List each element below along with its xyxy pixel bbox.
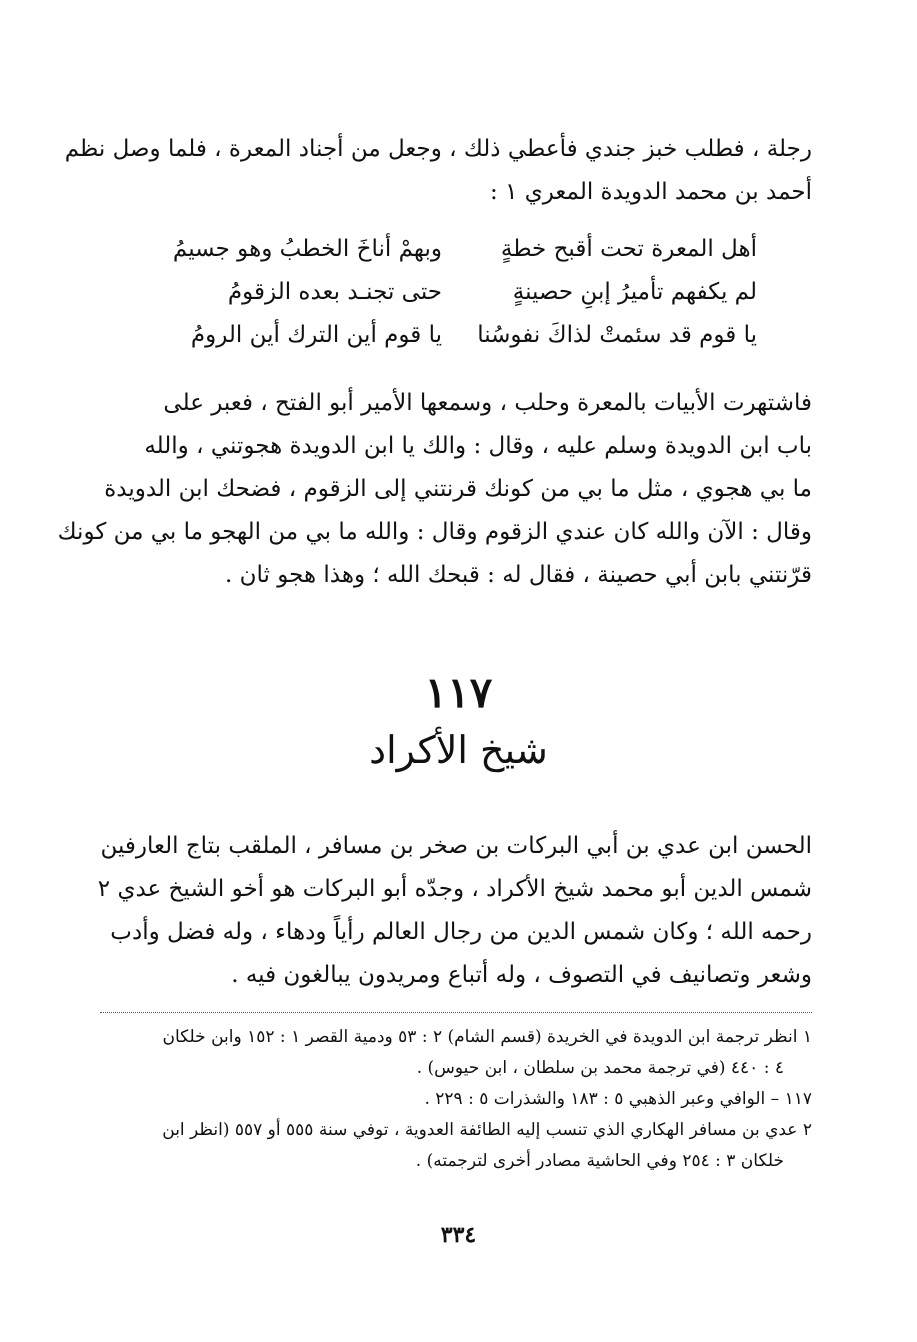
footnote-line: خلكان ٣ : ٢٥٤ وفي الحاشية مصادر أخرى لترجمته) . [415,1151,784,1171]
verse-first-hemistich: لم يكفهم تأميرُ إبنِ حصينةٍ [512,279,757,305]
biography-paragraph [97,825,812,997]
body-paragraph [57,382,812,597]
verse-first-hemistich: يا قوم قد سئمتْ لذاكَ نفوسُنا [477,322,757,348]
intro-paragraph [64,128,812,214]
text-line: ما بي هجوي ، مثل ما بي من كونك قرنتني إلى الزقوم ، فضحك ابن الدويدة [104,476,812,502]
text-line: فاشتهرت الأبيات بالمعرة وحلب ، وسمعها الأمير أبو الفتح ، فعبر على [163,390,812,416]
page-number: ٣٣٤ [440,1222,477,1248]
text-line: رجلة ، فطلب خبز جندي فأعطي ذلك ، وجعل من أجناد المعرة ، فلما وصل نظم [64,136,812,162]
text-line: أحمد بن محمد الدويدة المعري ١ : [490,179,812,205]
verse-second-hemistich: يا قوم أين الترك أين الرومُ [190,322,442,348]
chapter-number: ١١٧ [424,668,493,717]
footnote-line: ١١٧ – الوافي وعبر الذهبي ٥ : ١٨٣ والشذرات ٥ : ٢٢٩ . [424,1089,812,1109]
poem-verse [157,314,757,357]
text-line: شمس الدين أبو محمد شيخ الأكراد ، وجدّه أبو البركات هو أخو الشيخ عدي ٢ [97,876,812,902]
footnotes [100,1022,812,1177]
verse-first-hemistich: أهل المعرة تحت أقبح خطةٍ [500,236,757,262]
footnote-line: ١ انظر ترجمة ابن الدويدة في الخريدة (قسم الشام) ٢ : ٥٣ ودمية القصر ١ : ١٥٢ وابن خلكان [162,1027,812,1047]
text-line: رحمه الله ؛ وكان شمس الدين من رجال العالم رأياً ودهاء ، وله فضل وأدب [110,919,812,945]
verse-second-hemistich: وبهمْ أناخَ الخطبُ وهو جسيمُ [172,236,442,262]
chapter-title: شيخ الأكراد [369,728,548,772]
verse-second-hemistich: حتى تجنـد بعده الزقومُ [227,279,442,305]
poem-verse [157,228,757,271]
text-line: وقال : الآن والله كان عندي الزقوم وقال : والله ما بي من الهجو ما بي من كونك [57,519,812,545]
text-line: الحسن ابن عدي بن أبي البركات بن صخر بن مسافر ، الملقب بتاج العارفين [100,833,812,859]
text-line: وشعر وتصانيف في التصوف ، وله أتباع ومريدون يبالغون فيه . [231,962,812,988]
footnote-line: ٢ عدي بن مسافر الهكاري الذي تنسب إليه الطائفة العدوية ، توفي سنة ٥٥٥ أو ٥٥٧ (انظر ابن [162,1120,812,1140]
text-line: باب ابن الدويدة وسلم عليه ، وقال : والك يا ابن الدويدة هجوتني ، والله [144,433,812,459]
footnote-line: ٤ : ٤٤٠ (في ترجمة محمد بن سلطان ، ابن حيوس) . [416,1058,784,1078]
footnote-divider [100,1012,812,1013]
text-line: قرّنتني بابن أبي حصينة ، فقال له : قبحك الله ؛ وهذا هجو ثان . [225,562,812,588]
poem-verse [157,271,757,314]
poem [157,228,757,357]
